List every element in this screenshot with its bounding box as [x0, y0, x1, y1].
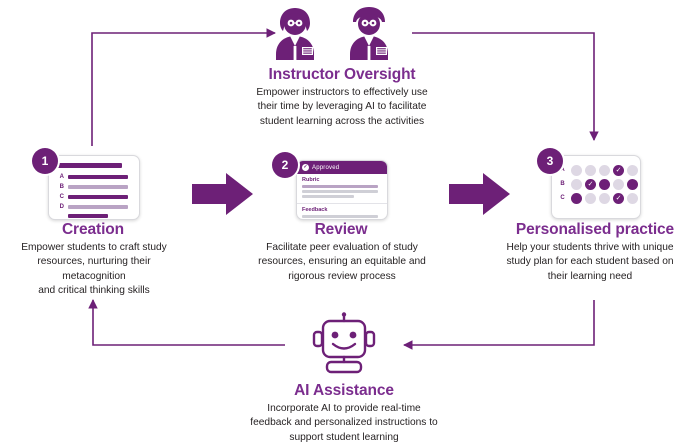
check-icon: ✓: [303, 164, 308, 170]
arrow-creation-to-review: [192, 172, 254, 216]
desc-line: their learning need: [547, 270, 633, 282]
desc-line: rigorous review process: [288, 270, 396, 282]
desc-line: and critical thinking skills: [38, 285, 150, 297]
desc-line: student learning across the activities: [259, 115, 425, 127]
desc-line: Empower students to craft study: [21, 242, 167, 253]
desc-line: their time by leveraging AI to facilitate: [257, 101, 427, 113]
card-letter: B: [560, 181, 565, 187]
personalised-practice-title: Personalised practice: [515, 221, 675, 238]
card-header-label: Approved: [312, 164, 340, 171]
card-letter: A: [560, 167, 565, 173]
card-letter: C: [560, 195, 565, 201]
desc-line: Help your students thrive with unique: [506, 242, 674, 253]
ai-assistance-description: [232, 402, 456, 445]
check-icon: ✓: [613, 193, 624, 204]
instructor-oversight-title: Instructor Oversight: [268, 66, 416, 83]
desc-line: resources, ensuring an equitable and: [258, 256, 426, 268]
step-badge-1: 1: [32, 148, 58, 174]
desc-line: support student learning: [289, 431, 399, 443]
review-title: Review: [314, 221, 368, 238]
card-letter: D: [59, 204, 64, 210]
desc-line: resources, nurturing their metacognition: [37, 256, 151, 282]
creation-title: Creation: [61, 221, 125, 238]
card-letter: A: [59, 174, 64, 180]
approved-rubric-card-icon: [296, 160, 388, 220]
document-outline-card-icon: [48, 155, 140, 220]
card-section-label: Rubric: [302, 177, 320, 183]
desc-line: Incorporate AI to provide real-time: [267, 403, 421, 414]
check-icon: ✓: [585, 179, 596, 190]
desc-line: Empower instructors to effectively use: [256, 87, 428, 98]
review-description: [253, 241, 431, 284]
desc-line: study plan for each student based on: [506, 256, 674, 268]
step-badge-3: 3: [537, 148, 563, 174]
practice-grid-card-icon: [551, 155, 641, 219]
connector-ai-to-creation: [93, 300, 285, 345]
desc-line: Facilitate peer evaluation of study: [266, 242, 418, 253]
card-letter: B: [59, 184, 64, 190]
card-section-label: Feedback: [302, 207, 328, 213]
connector-practice-to-ai: [404, 300, 594, 345]
arrow-review-to-practice: [449, 172, 511, 216]
check-icon: ✓: [613, 165, 624, 176]
creation-description: [10, 241, 178, 299]
step-badge-2: 2: [272, 152, 298, 178]
two-instructors-icon: [255, 2, 430, 62]
instructor-oversight-description: [212, 86, 472, 129]
ai-assistance-title: AI Assistance: [294, 382, 394, 399]
personalised-practice-description: [500, 241, 680, 284]
robot-icon: [305, 312, 383, 374]
desc-line: feedback and personalized instructions to: [250, 417, 438, 429]
card-letter: C: [59, 194, 64, 200]
